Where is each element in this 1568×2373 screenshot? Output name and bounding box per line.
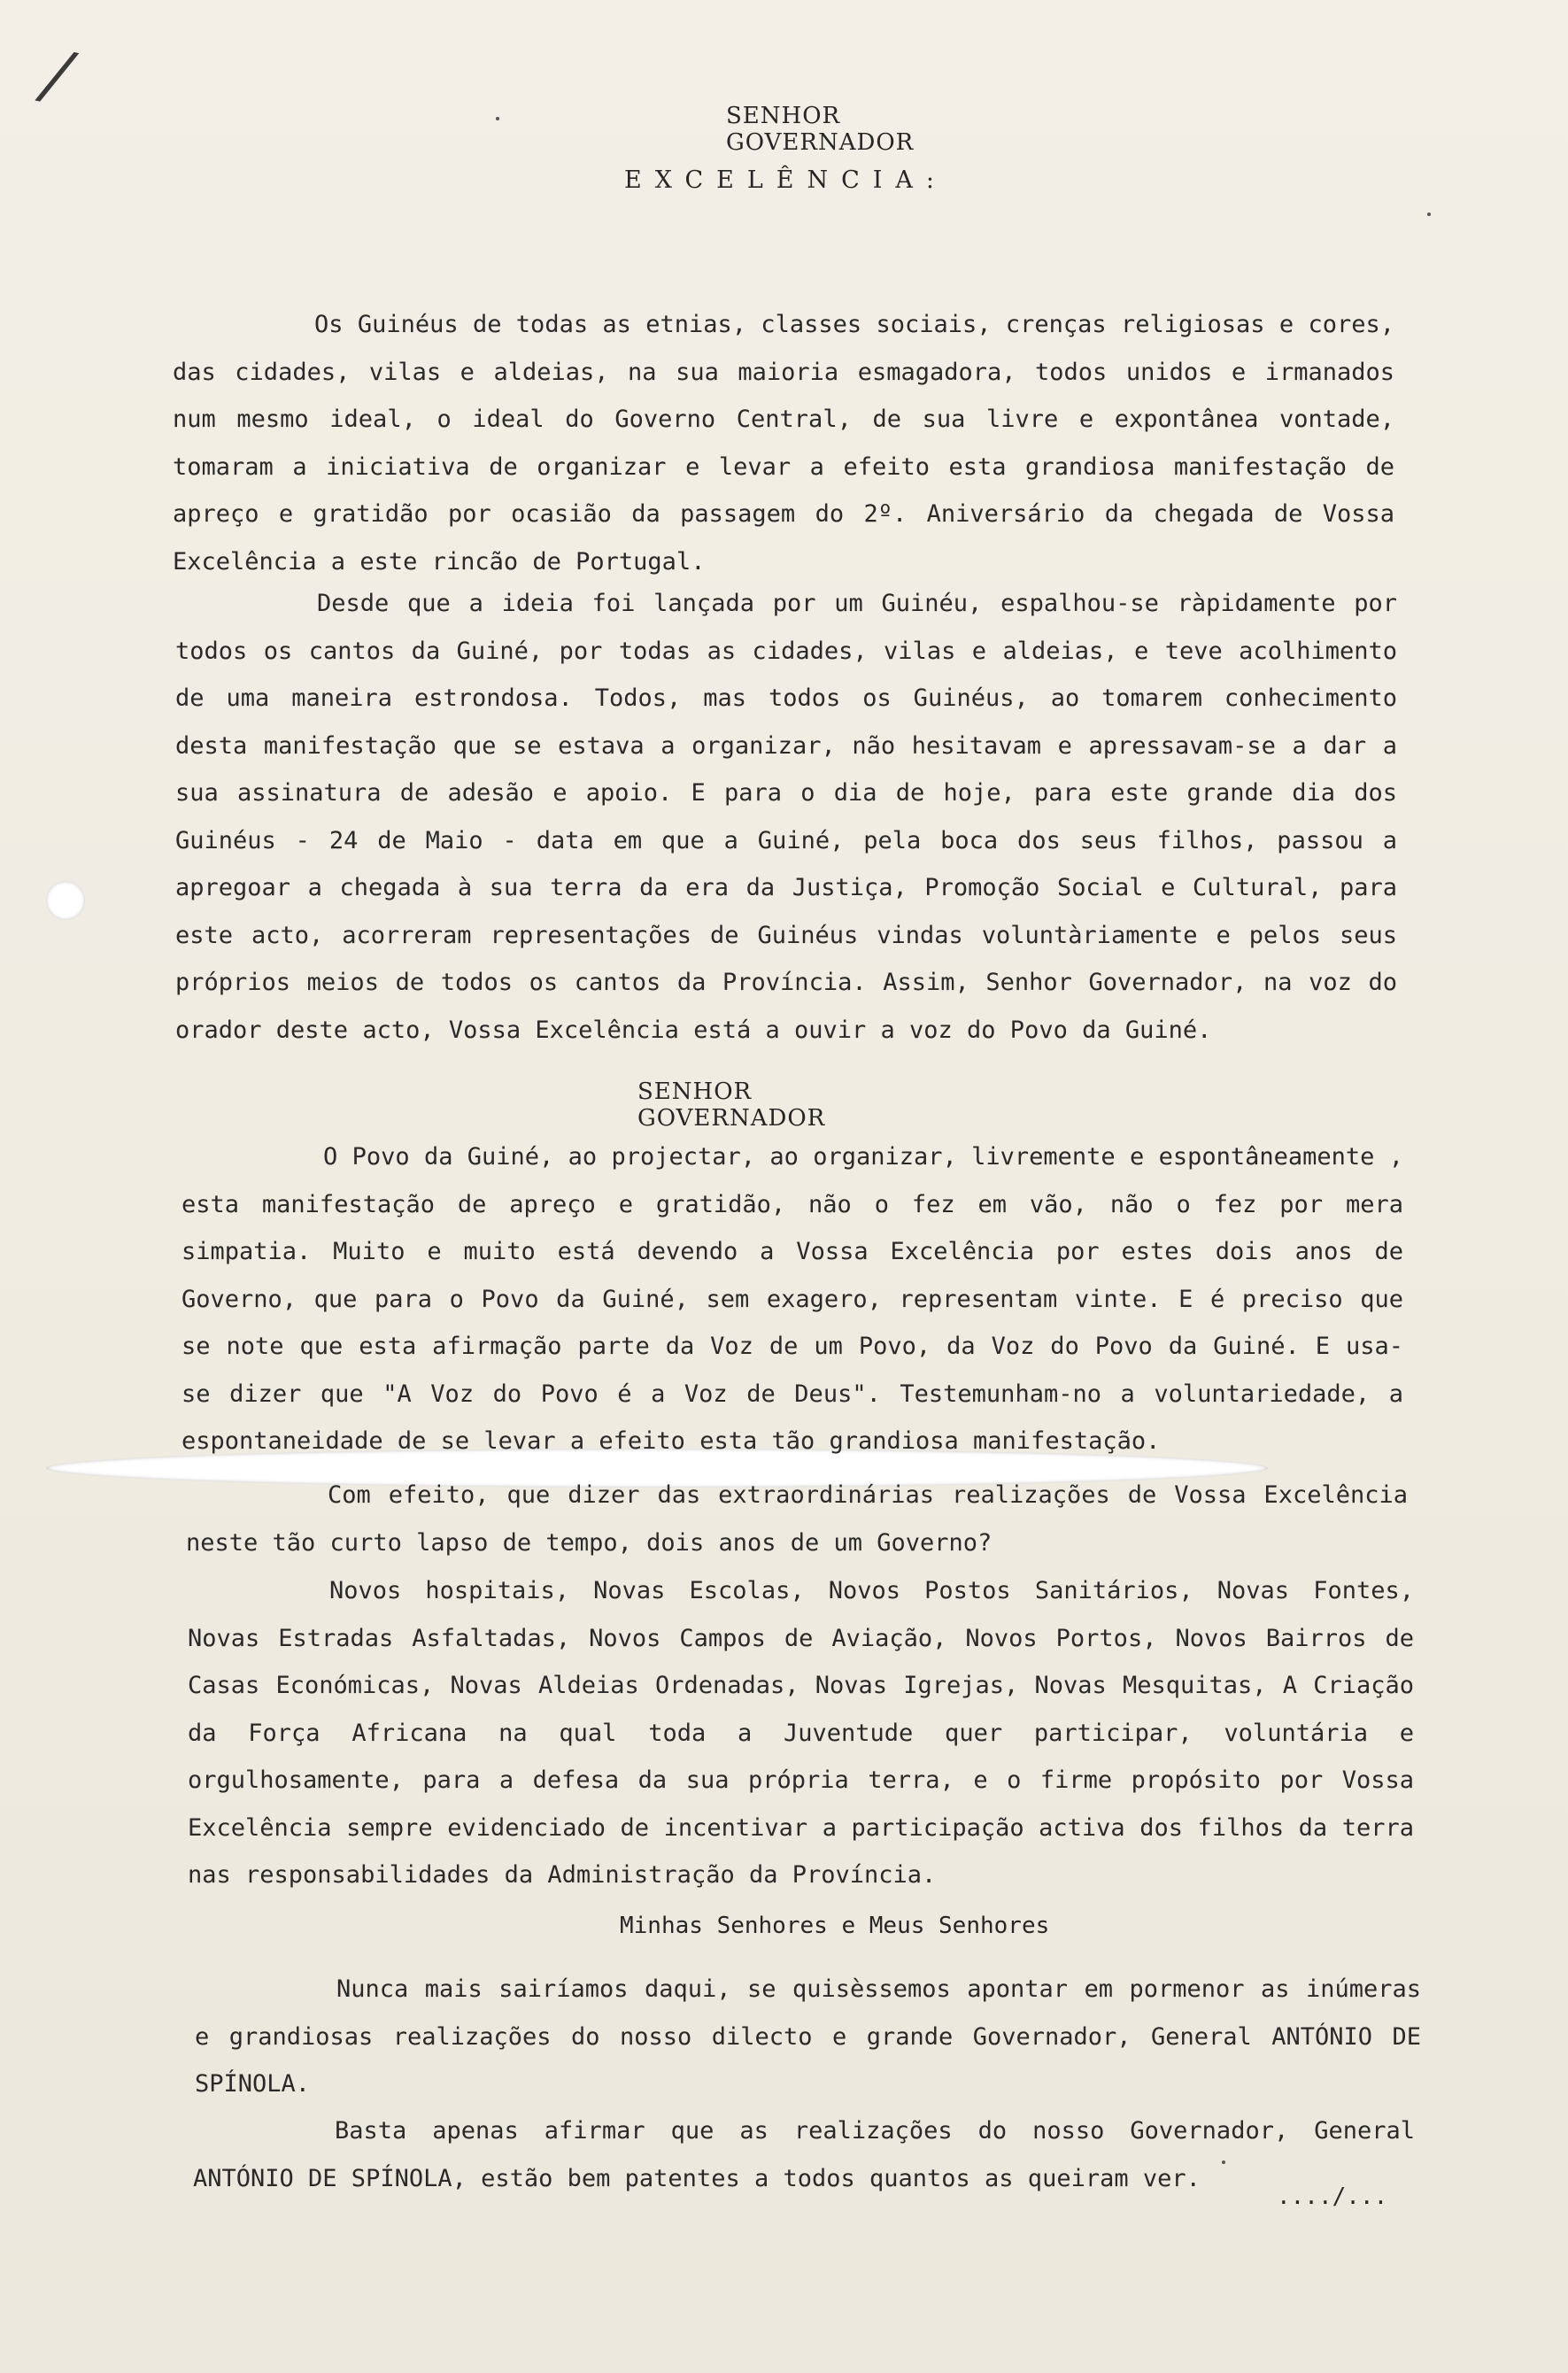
- paragraph-middle-2: [186, 1472, 1408, 1566]
- paragraph-intro-1: [173, 301, 1394, 585]
- paragraph-text: Os Guinéus de todas as etnias, classes sociais, crenças religiosas e cores, das cidades, vilas e aldeias, na sua maioria esmagadora, todos unidos e irmanados num mesmo ideal, o ideal do Governo Central, de sua livre e expontânea vontade, tomaram a iniciativa de organizar e levar a efeito esta grandiosa manifestação de apreço e gratidão por ocasião da passagem do 2º. Aniversário da chegada de Vossa Excelência a este rincão de Portugal.: [173, 311, 1394, 576]
- heading-minhas-senhores: Minhas Senhores e Meus Senhores: [620, 1913, 1050, 1939]
- paragraph-closing-1: [195, 1966, 1421, 2108]
- paragraph-text: O Povo da Guiné, ao projectar, ao organizar, livremente e espontâneamente , esta manifestação de apreço e gratidão, não o fez em vão, não o fez por mera simpatia. Muito e muito está devendo a Vossa Excelência por estes dois anos de Governo, que para o Povo da Guiné, sem exagero, representam vinte. E é preciso que se note que esta afirmação parte da Voz de um Povo, da Voz do Povo da Guiné. E usa-se dizer que "A Voz do Povo é a Voz de Deus". Testemunham-no a voluntariedade, a espontaneidade de se levar a efeito esta tão grandiosa manifestação.: [182, 1143, 1403, 1455]
- paragraph-intro-2: [175, 580, 1397, 1054]
- punch-hole-upper: [46, 881, 85, 920]
- paragraph-closing-2: [193, 2107, 1415, 2202]
- page-mark: /: [38, 34, 77, 116]
- paragraph-text: Basta apenas afirmar que as realizações do nosso Governador, General ANTÓNIO DE SPÍNOLA, estão bem patentes a todos quantos as queiram ver.: [193, 2117, 1415, 2192]
- paragraph-text: Com efeito, que dizer das extraordinárias realizações de Vossa Excelência neste tão curto lapso de tempo, dois anos de um Governo?: [186, 1481, 1408, 1557]
- continues-mark: ..../...: [1277, 2184, 1388, 2210]
- paragraph-middle-1: [182, 1133, 1403, 1465]
- heading-senhor-governador: SENHOR GOVERNADOR: [726, 103, 915, 156]
- heading-excelencia: EXCELÊNCIA:: [624, 166, 948, 194]
- paragraph-text: Nunca mais sairíamos daqui, se quisèssemos apontar em pormenor as inúmeras e grandiosas realizações do nosso dilecto e grande Governador, General ANTÓNIO DE SPÍNOLA.: [195, 1975, 1421, 2098]
- paragraph-text: Novos hospitais, Novas Escolas, Novos Postos Sanitários, Novas Fontes, Novas Estradas Asfaltadas, Novos Campos de Aviação, Novos Portos, Novos Bairros de Casas Económicas, Novas Aldeias Ordenadas, Novas Igrejas, Novas Mesquitas, A Criação da Força Africana na qual toda a Juventude quer participar, voluntária e orgulhosamente, para a defesa da sua própria terra, e o firme propósito por Vossa Excelência sempre evidenciado de incentivar a participação activa dos filhos da terra nas responsabilidades da Administração da Província.: [188, 1577, 1414, 1889]
- paragraph-text: Desde que a ideia foi lançada por um Guinéu, espalhou-se ràpidamente por todos os cantos da Guiné, por todas as cidades, vilas e aldeias, e teve acolhimento de uma maneira estrondosa. Todos, mas todos os Guinéus, ao tomarem conhecimento desta manifestação que se estava a organizar, não hesitavam e apressavam-se a dar a sua assinatura de adesão e apoio. E para o dia de hoje, para este grande dia dos Guinéus - 24 de Maio - data em que a Guiné, pela boca dos seus filhos, passou a apregoar a chegada à sua terra da era da Justiça, Promoção Social e Cultural, para este acto, acorreram representações de Guinéus vindas voluntàriamente e pelos seus próprios meios de todos os cantos da Província. Assim, Senhor Governador, na voz do orador deste acto, Vossa Excelência está a ouvir a voz do Povo da Guiné.: [175, 590, 1397, 1044]
- speck: [1427, 213, 1431, 216]
- paragraph-middle-3: [188, 1567, 1414, 1899]
- speck: [496, 117, 499, 120]
- heading-senhor-governador-2: SENHOR GOVERNADOR: [637, 1078, 826, 1132]
